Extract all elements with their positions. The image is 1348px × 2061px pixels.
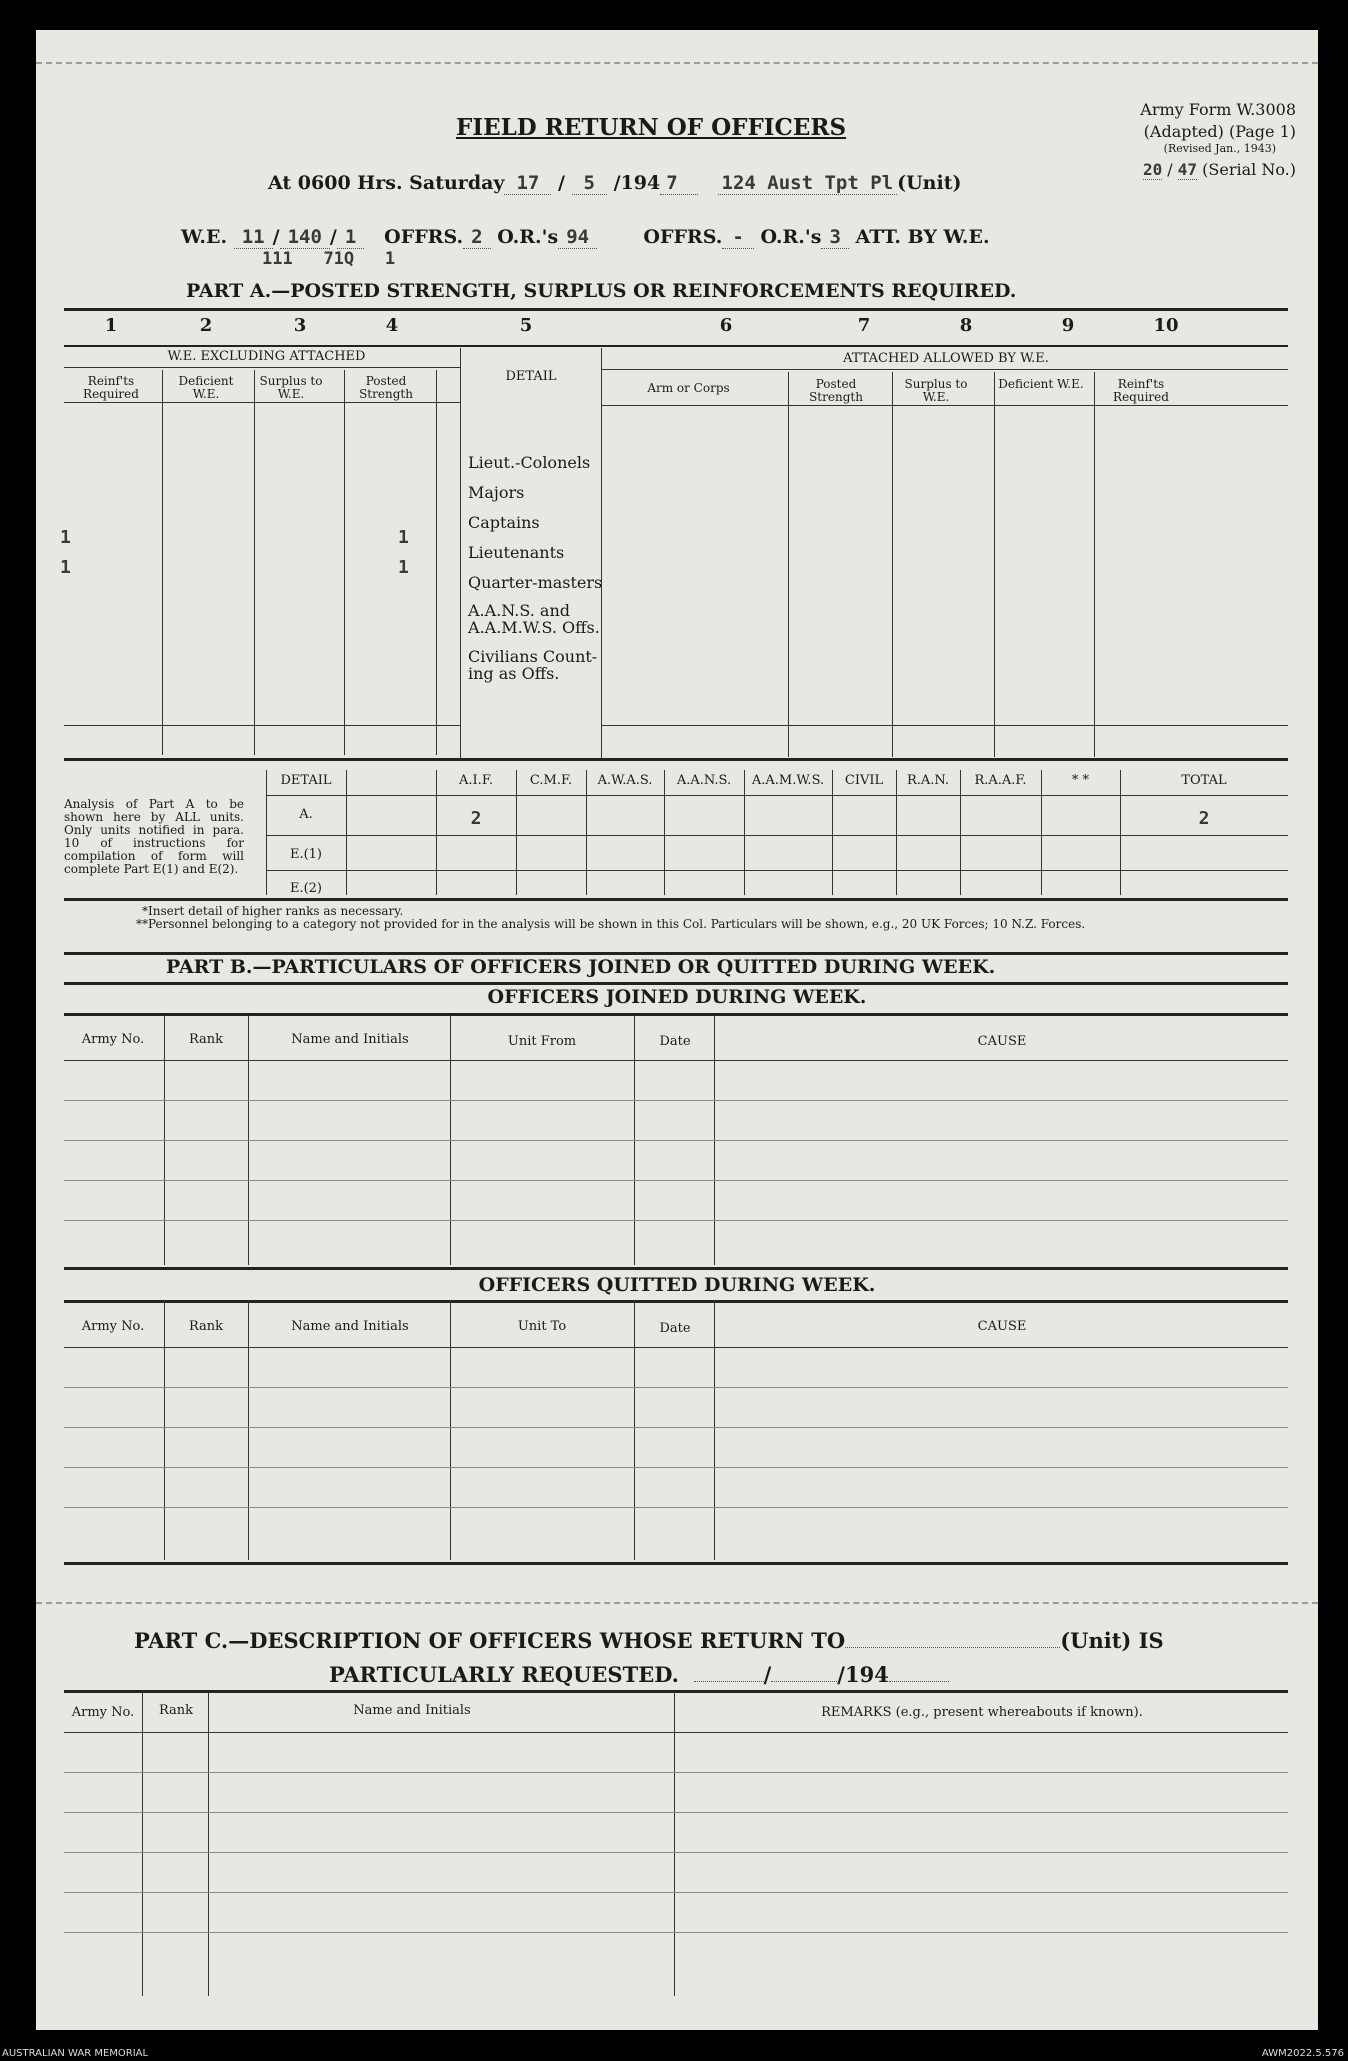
partc-row-line-2 bbox=[64, 1812, 1288, 1813]
group-left-rule bbox=[64, 367, 460, 368]
report-day: 17 bbox=[504, 172, 551, 195]
adapted-note: (Adapted) (Page 1) bbox=[1143, 122, 1296, 141]
partc-hdr-army-no: Army No. bbox=[71, 1705, 135, 1720]
an-v0 bbox=[266, 770, 267, 895]
rank-majors: Majors bbox=[468, 483, 525, 502]
an-aif-value: 2 bbox=[470, 808, 482, 829]
part-a-title: PART A.—POSTED STRENGTH, SURPLUS OR REINFORCEMENTS REQUIRED. bbox=[186, 280, 1017, 302]
year-prefix: /194 bbox=[613, 172, 661, 194]
partc-v2 bbox=[208, 1692, 209, 1996]
joined-bottom-rule bbox=[64, 1267, 1288, 1270]
col-num-9: 9 bbox=[1061, 315, 1075, 336]
part-c-top-rule bbox=[64, 1690, 1288, 1693]
partc-row-line-1 bbox=[64, 1772, 1288, 1773]
vline-a3 bbox=[344, 370, 345, 755]
group-we-excluding: W.E. EXCLUDING ATTACHED bbox=[167, 349, 366, 364]
quitted-header-rule bbox=[64, 1347, 1288, 1348]
rank-lieutenants: Lieutenants bbox=[468, 543, 565, 562]
an-header-rule bbox=[266, 795, 1288, 796]
sub-header-rule-left bbox=[64, 402, 460, 403]
perforation-line bbox=[36, 1602, 1318, 1604]
group-right-rule bbox=[601, 369, 1288, 370]
serial-day: 20 bbox=[1142, 160, 1163, 179]
part-c-year-prefix: /194 bbox=[837, 1662, 889, 1687]
ors-value: 94 bbox=[558, 226, 597, 249]
we-value-3: 1 bbox=[337, 226, 364, 249]
part-c-unit-blank bbox=[845, 1629, 1060, 1648]
an-row-a: A. bbox=[299, 807, 313, 822]
report-year: 7 bbox=[660, 172, 697, 195]
quitted-v5 bbox=[714, 1302, 715, 1560]
an-hdr-aif: A.I.F. bbox=[459, 773, 493, 788]
quitted-hdr-date: Date bbox=[659, 1321, 691, 1336]
hdr-deficient: Deficient W.E. bbox=[178, 374, 234, 401]
partc-v1 bbox=[142, 1692, 143, 1996]
hdr-arm-corps: Arm or Corps bbox=[647, 381, 730, 395]
part-b-title: PART B.—PARTICULARS OF OFFICERS JOINED OR QUITTED DURING WEEK. bbox=[166, 956, 996, 978]
offrs-label: OFFRS. bbox=[384, 226, 464, 248]
att-offrs-value: - bbox=[722, 226, 753, 249]
partc-hdr-rank: Rank bbox=[158, 1703, 194, 1718]
an-hdr-aans: A.A.N.S. bbox=[676, 773, 732, 788]
vline-a1 bbox=[162, 370, 163, 755]
part-a-top-rule bbox=[64, 308, 1288, 311]
we-value-2b: 71Q bbox=[323, 249, 355, 269]
part-b-title-rule bbox=[64, 982, 1288, 985]
quitted-title: OFFICERS QUITTED DURING WEEK. bbox=[478, 1274, 876, 1296]
quitted-v3 bbox=[450, 1302, 451, 1560]
we-second-line bbox=[262, 249, 395, 269]
rank-captains: Captains bbox=[468, 513, 540, 532]
an-v5 bbox=[664, 770, 665, 895]
an-hdr-awas: A.W.A.S. bbox=[597, 773, 653, 788]
serial-line: 20 / 47 (Serial No.) bbox=[1142, 160, 1296, 179]
hdr-posted-2: Posted Strength bbox=[809, 377, 863, 404]
rank-list bbox=[468, 448, 628, 682]
an-row-rule-2 bbox=[266, 870, 1288, 871]
analysis-note: Analysis of Part A to be shown here by ALL units. Only units notified in para. 10 of instructions for compilation of form will complete Part E(1) and E(2). bbox=[64, 797, 244, 876]
an-hdr-detail: DETAIL bbox=[280, 773, 332, 788]
partc-hdr-remarks: REMARKS (e.g., present whereabouts if known). bbox=[821, 1705, 1143, 1720]
quitted-hdr-rank: Rank bbox=[188, 1319, 224, 1334]
quitted-bottom-rule bbox=[64, 1562, 1288, 1565]
an-v8 bbox=[896, 770, 897, 895]
part-c-month-blank bbox=[771, 1665, 837, 1682]
joined-row-line-1 bbox=[64, 1100, 1288, 1101]
vline-a5 bbox=[460, 348, 461, 760]
part-c-day-blank bbox=[694, 1665, 764, 1682]
col-num-1: 1 bbox=[104, 315, 118, 336]
part-b-top-rule bbox=[64, 952, 1288, 955]
partc-hdr-name: Name and Initials bbox=[353, 1703, 471, 1718]
joined-row-line-4 bbox=[64, 1220, 1288, 1221]
quitted-row-line-1 bbox=[64, 1387, 1288, 1388]
partc-header-rule bbox=[64, 1732, 1288, 1733]
we-value-1: 11 bbox=[234, 226, 273, 249]
perforated-edge bbox=[36, 62, 1318, 64]
col-num-6: 6 bbox=[719, 315, 733, 336]
partc-row-line-4 bbox=[64, 1892, 1288, 1893]
part-c-title-a: PART C.—DESCRIPTION OF OFFICERS WHOSE RETURN TO bbox=[134, 1628, 846, 1653]
footer-institution: AUSTRALIAN WAR MEMORIAL bbox=[2, 2048, 149, 2059]
quitted-hdr-name: Name and Initials bbox=[291, 1319, 409, 1334]
rank-quarter-masters: Quarter-masters bbox=[468, 573, 603, 592]
an-v3 bbox=[516, 770, 517, 895]
lieutenants-reinf: 1 bbox=[60, 557, 71, 578]
an-v2 bbox=[436, 770, 437, 895]
part-c-unit-label: (Unit) IS bbox=[1060, 1628, 1164, 1653]
hdr-reinf-required-2: Reinf'ts Required bbox=[1113, 377, 1169, 404]
footnote-2: **Personnel belonging to a category not provided for in the analysis will be shown in this Col. Particulars will be shown, e.g., 20 UK Forces; 10 N.Z. Forces. bbox=[136, 917, 1086, 931]
footer-accession: AWM2022.5.576 bbox=[1261, 2048, 1344, 2059]
hdr-deficient-2: Deficient W.E. bbox=[998, 377, 1084, 391]
an-v7 bbox=[832, 770, 833, 895]
vline-a7 bbox=[788, 372, 789, 757]
report-time-line: At 0600 Hrs. Saturday 17 / 5 /194 7 124 Aust Tpt Pl (Unit) bbox=[268, 172, 962, 194]
quitted-hdr-army-no: Army No. bbox=[81, 1319, 145, 1334]
col-num-5: 5 bbox=[519, 315, 533, 336]
quitted-v1 bbox=[164, 1302, 165, 1560]
an-row-e1: E.(1) bbox=[289, 847, 323, 862]
part-a-inner-bottom-right bbox=[601, 725, 1288, 726]
an-hdr-ran: R.A.N. bbox=[906, 773, 950, 788]
form-sheet bbox=[36, 30, 1318, 2030]
partc-row-line-3 bbox=[64, 1852, 1288, 1853]
we-label: W.E. bbox=[181, 226, 228, 248]
vline-a9 bbox=[994, 372, 995, 757]
group-attached-allowed: ATTACHED ALLOWED BY W.E. bbox=[843, 351, 1049, 366]
unit-name: 124 Aust Tpt Pl bbox=[718, 172, 898, 195]
rank-lieut-colonels: Lieut.-Colonels bbox=[468, 453, 591, 472]
vline-a8 bbox=[892, 372, 893, 757]
serial-year: 47 bbox=[1177, 160, 1198, 179]
an-v1 bbox=[346, 770, 347, 895]
an-v10 bbox=[1041, 770, 1042, 895]
we-line: W.E. 11 / 140 / 1 OFFRS. 2 O.R.'s 94 OFFRS. - O.R.'s 3 ATT. BY W.E. bbox=[181, 226, 990, 248]
joined-title: OFFICERS JOINED DURING WEEK. bbox=[487, 986, 867, 1008]
an-row-e2: E.(2) bbox=[289, 881, 323, 896]
col-num-3: 3 bbox=[293, 315, 307, 336]
col-num-2: 2 bbox=[199, 315, 213, 336]
revised-note: (Revised Jan., 1943) bbox=[1163, 142, 1276, 155]
joined-row-line-3 bbox=[64, 1180, 1288, 1181]
partc-row-line-5 bbox=[64, 1932, 1288, 1933]
report-month: 5 bbox=[572, 172, 607, 195]
joined-header-rule bbox=[64, 1060, 1288, 1061]
analysis-bottom-rule bbox=[64, 898, 1288, 901]
hdr-surplus: Surplus to W.E. bbox=[259, 374, 323, 401]
ors-label: O.R.'s bbox=[497, 226, 559, 248]
time-prefix: At 0600 Hrs. Saturday bbox=[268, 172, 505, 194]
unit-label: (Unit) bbox=[897, 172, 962, 194]
vline-a4 bbox=[436, 370, 437, 755]
joined-hdr-rank: Rank bbox=[188, 1032, 224, 1047]
col-number-rule bbox=[64, 345, 1288, 347]
sub-header-rule-right bbox=[601, 405, 1288, 406]
lieutenants-posted: 1 bbox=[398, 557, 409, 578]
joined-row-line-2 bbox=[64, 1140, 1288, 1141]
col-num-10: 10 bbox=[1153, 315, 1179, 336]
att-ors-value: 3 bbox=[821, 226, 848, 249]
an-hdr-raaf: R.A.A.F. bbox=[974, 773, 1027, 788]
col-num-8: 8 bbox=[959, 315, 973, 336]
col-num-7: 7 bbox=[857, 315, 871, 336]
part-c-year-blank bbox=[889, 1665, 949, 1682]
captains-reinf: 1 bbox=[60, 527, 71, 548]
quitted-hdr-unit-to: Unit To bbox=[517, 1319, 567, 1334]
rank-civilians: Civilians Count-ing as Offs. bbox=[468, 647, 598, 683]
rank-aans: A.A.N.S. and A.A.M.W.S. Offs. bbox=[468, 601, 600, 637]
att-label: ATT. BY W.E. bbox=[855, 226, 990, 248]
att-offrs-label: OFFRS. bbox=[643, 226, 723, 248]
an-hdr-other: * * bbox=[1071, 773, 1090, 788]
serial-label: (Serial No.) bbox=[1202, 160, 1296, 179]
hdr-surplus-2: Surplus to W.E. bbox=[904, 377, 968, 404]
hdr-posted: Posted Strength bbox=[359, 374, 413, 401]
quitted-v4 bbox=[634, 1302, 635, 1560]
vline-a10 bbox=[1094, 372, 1095, 757]
footnote-1: *Insert detail of higher ranks as necessary. bbox=[142, 904, 404, 918]
we-value-2: 140 bbox=[280, 226, 330, 249]
partc-v3 bbox=[674, 1692, 675, 1996]
an-v11 bbox=[1120, 770, 1121, 895]
we-value-1b: 111 bbox=[262, 249, 293, 269]
part-c-title-b: PARTICULARLY REQUESTED. bbox=[329, 1662, 679, 1687]
an-hdr-civil: CIVIL bbox=[844, 773, 884, 788]
captains-posted: 1 bbox=[398, 527, 409, 548]
an-v4 bbox=[586, 770, 587, 895]
army-form-number: Army Form W.3008 bbox=[1140, 100, 1296, 119]
an-hdr-cmf: C.M.F. bbox=[529, 773, 573, 788]
quitted-hdr-cause: CAUSE bbox=[977, 1319, 1027, 1334]
part-a-inner-bottom-left bbox=[64, 725, 460, 726]
part-c-title-line-1 bbox=[134, 1628, 1164, 1653]
an-total-value: 2 bbox=[1198, 808, 1210, 829]
joined-hdr-army-no: Army No. bbox=[81, 1032, 145, 1047]
page-title: FIELD RETURN OF OFFICERS bbox=[456, 114, 847, 141]
quitted-row-line-2 bbox=[64, 1427, 1288, 1428]
joined-hdr-name: Name and Initials bbox=[291, 1032, 409, 1047]
an-hdr-total: TOTAL bbox=[1181, 773, 1227, 788]
part-a-bottom-rule bbox=[64, 758, 1288, 761]
an-hdr-aamws: A.A.M.W.S. bbox=[751, 773, 825, 788]
offrs-value: 2 bbox=[463, 226, 490, 249]
an-v9 bbox=[960, 770, 961, 895]
vline-a2 bbox=[254, 370, 255, 755]
joined-hdr-date: Date bbox=[659, 1034, 691, 1049]
quitted-row-line-3 bbox=[64, 1467, 1288, 1468]
quitted-row-line-4 bbox=[64, 1507, 1288, 1508]
hdr-reinf-required: Reinf'ts Required bbox=[83, 374, 139, 401]
hdr-detail: DETAIL bbox=[505, 369, 557, 384]
quitted-v2 bbox=[248, 1302, 249, 1560]
an-row-rule-1 bbox=[266, 835, 1288, 836]
col-num-4: 4 bbox=[385, 315, 399, 336]
joined-hdr-unit-from: Unit From bbox=[507, 1034, 577, 1049]
joined-hdr-cause: CAUSE bbox=[977, 1034, 1027, 1049]
an-v6 bbox=[744, 770, 745, 895]
part-c-date-sep: / bbox=[763, 1662, 772, 1687]
att-ors-label: O.R.'s bbox=[760, 226, 822, 248]
part-c-title-line-2 bbox=[329, 1662, 949, 1687]
we-value-3b: 1 bbox=[384, 249, 396, 269]
